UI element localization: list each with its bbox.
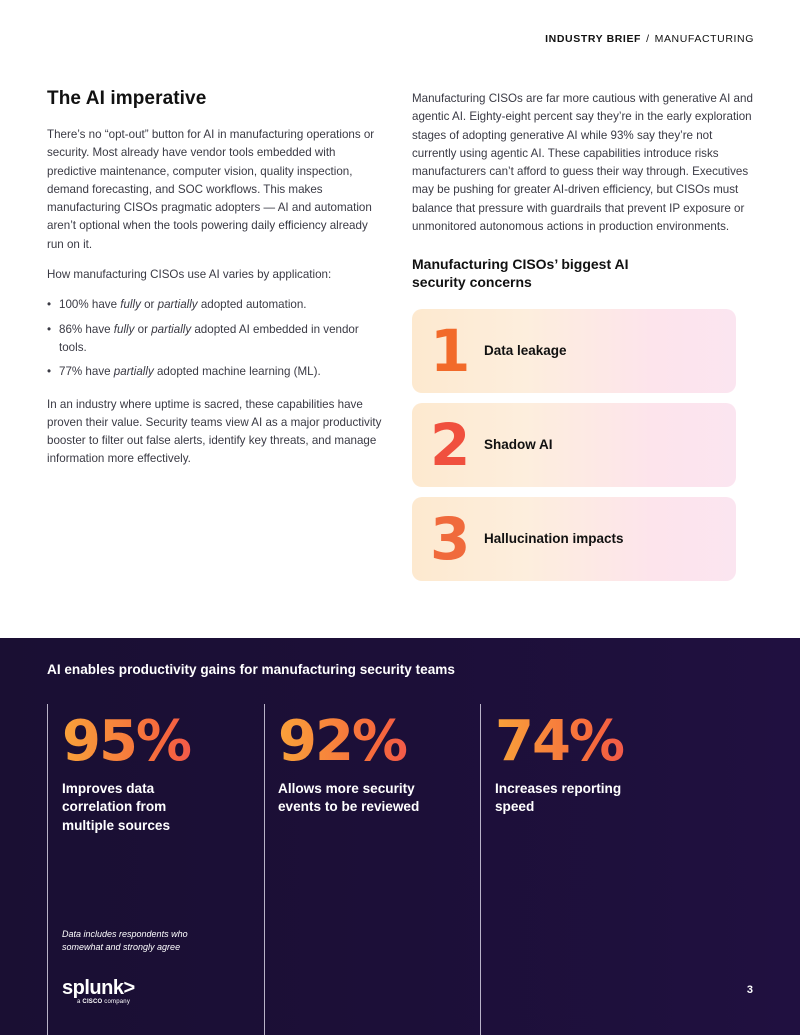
stat-value: 74% xyxy=(495,714,685,770)
stat-label: Increases reporting speed xyxy=(495,781,622,815)
concerns-title: Manufacturing CISOs’ biggest AI security concerns xyxy=(412,256,629,291)
splunk-logo xyxy=(62,978,135,1006)
logo-tagline: a CISCO company xyxy=(77,999,131,1005)
uptime-paragraph: In an industry where uptime is sacred, these capabilities have proven their value. Security teams view AI as a major productivity booster to filter out false alerts, identify key threats, and manage information more effectively. xyxy=(47,397,382,466)
usage-intro: How manufacturing CISOs use AI varies by application: xyxy=(47,268,332,282)
stat-block-2 xyxy=(278,709,468,817)
stats-band xyxy=(0,638,800,1035)
concern-rank: 2 xyxy=(430,411,468,480)
breadcrumb-industry: MANUFACTURING xyxy=(654,33,754,45)
stat-label: Improves data correlation from multiple sources xyxy=(62,781,171,833)
stat-block-3 xyxy=(495,709,685,817)
concern-card-3 xyxy=(412,497,736,581)
stat-value: 95% xyxy=(62,714,252,770)
left-column xyxy=(47,88,383,478)
stat-block-1 xyxy=(62,709,252,835)
stat-divider xyxy=(480,704,481,1035)
list-item: • 100% have fully or partially adopted automation. xyxy=(47,296,383,314)
list-item: • 77% have partially adopted machine learning (ML). xyxy=(47,363,383,381)
stat-divider xyxy=(47,704,48,1035)
usage-list xyxy=(47,296,383,381)
data-footnote: Data includes respondents who somewhat and strongly agree xyxy=(62,929,188,952)
breadcrumb-category: INDUSTRY BRIEF xyxy=(545,33,642,45)
intro-paragraph: There’s no “opt-out” button for AI in manufacturing operations or security. Most already have vendor tools embedded with predictive maintenance, computer vision, quality inspection, demand forecasting, and SOC workflows. This makes manufacturing CISOs pragmatic adopters — AI and automation aren’t optional when the tools powering daily efficiency already run on it. xyxy=(47,128,375,251)
concern-rank: 3 xyxy=(430,505,468,574)
breadcrumb xyxy=(545,33,754,45)
concern-card-1 xyxy=(412,309,736,393)
concern-label: Shadow AI xyxy=(484,437,553,453)
stat-divider xyxy=(264,704,265,1035)
stat-value: 92% xyxy=(278,714,468,770)
section-title: The AI imperative xyxy=(47,88,207,109)
concern-label: Hallucination impacts xyxy=(484,531,624,547)
stat-label: Allows more security events to be reviewed xyxy=(278,781,420,815)
concern-rank: 1 xyxy=(430,317,468,386)
logo-wordmark: splunk> xyxy=(62,977,135,999)
band-title: AI enables productivity gains for manufacturing security teams xyxy=(47,662,455,677)
concern-label: Data leakage xyxy=(484,343,567,359)
concern-card-2 xyxy=(412,403,736,487)
breadcrumb-separator: / xyxy=(646,33,650,45)
page-number: 3 xyxy=(746,984,753,996)
caution-paragraph: Manufacturing CISOs are far more cautious with generative AI and agentic AI. Eighty-eight percent say they’re in the early exploration stages of adopting generative AI while 93% say they’re not currently using agentic AI. These capabilities introduce risks manufacturers can’t afford to guess their way through. Executives may be pushing for greater AI-driven efficiency, but CISOs must balance that pressure with guardrails that prevent IP exposure or unmonitored autonomous actions in production environments. xyxy=(412,92,753,234)
right-column xyxy=(412,90,758,591)
list-item: • 86% have fully or partially adopted AI embedded in vendor tools. xyxy=(47,321,383,358)
